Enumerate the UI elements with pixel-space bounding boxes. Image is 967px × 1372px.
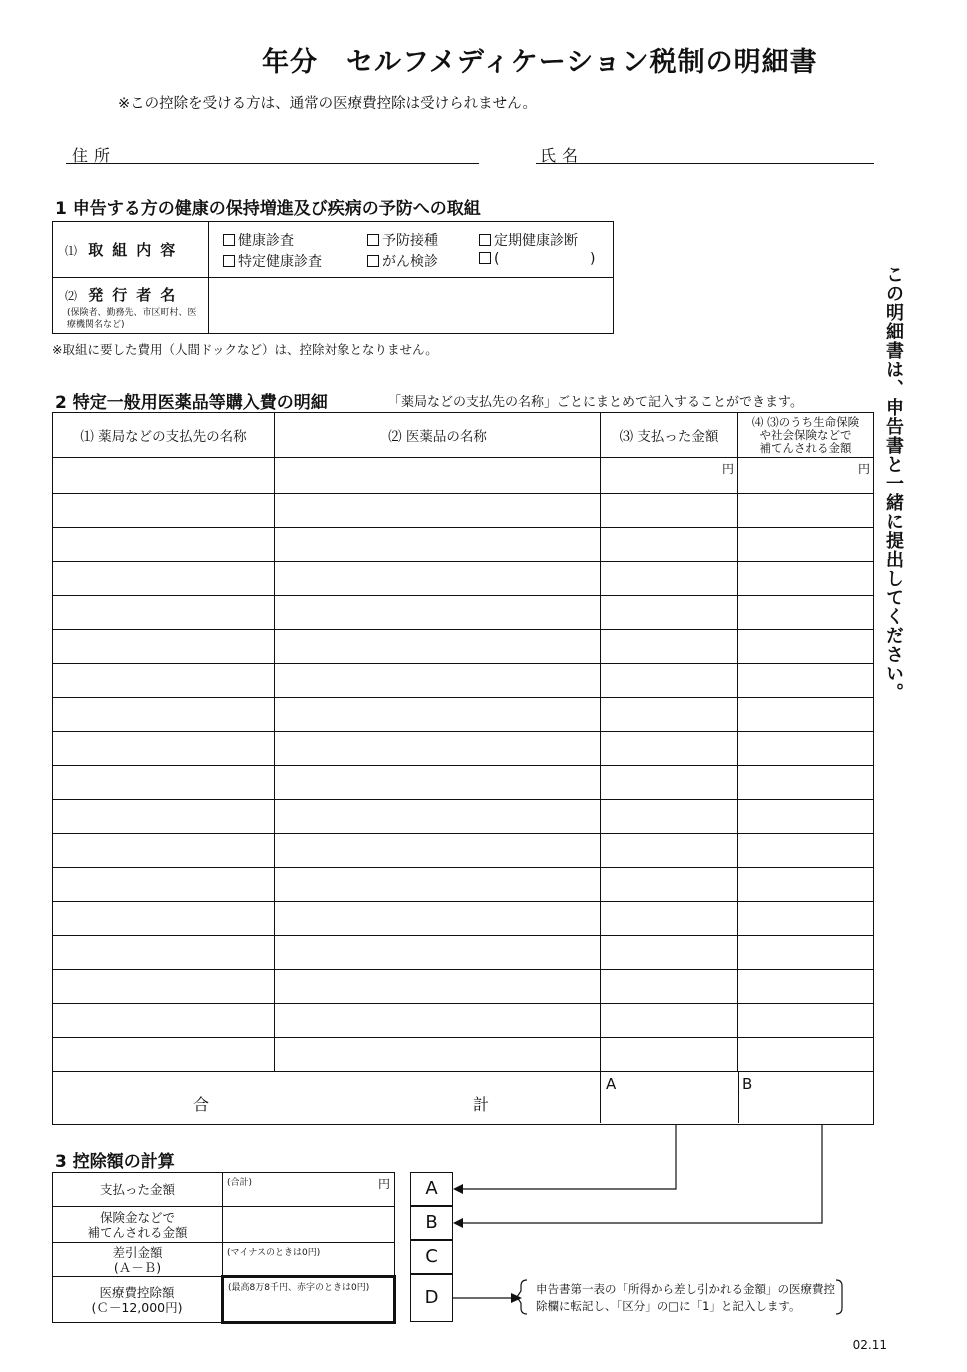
- form-title: 年分 セルフメディケーション税制の明細書: [262, 47, 818, 78]
- address-label: 住所: [72, 146, 117, 165]
- exclusion-note: ※この控除を受ける方は、通常の医療費控除は受けられません。: [118, 96, 538, 112]
- arrowhead-B-icon: [453, 1218, 463, 1228]
- total-B-letter: B: [742, 1075, 753, 1093]
- row1-number: ⑴: [65, 244, 78, 258]
- label-line1: 医療費控除額: [99, 1284, 175, 1300]
- label-line2: (Ｃ－12,000円): [91, 1299, 183, 1315]
- arrow-A-line: [462, 1125, 676, 1189]
- label-line1: 保険金などで: [99, 1209, 175, 1225]
- deduction-note: (最高8万8千円、赤字のときは0円): [228, 1283, 370, 1293]
- label-line1: 差引金額: [112, 1244, 163, 1260]
- option-label: 定期健康診断: [494, 233, 578, 249]
- col-payee-header: ⑴ 薬局などの支払先の名称: [53, 413, 275, 458]
- efforts-content-label: 取組内容: [88, 241, 185, 259]
- section3-heading: 3 控除額の計算: [55, 1152, 175, 1172]
- col-medicine-header: ⑵ 医薬品の名称: [275, 413, 601, 458]
- transfer-note-line2: 除欄に転記し、「区分」の□に「1」と記入します。: [536, 1299, 801, 1313]
- option-label: 特定健康診査: [238, 254, 322, 270]
- letter-box-B: B: [410, 1206, 453, 1240]
- yen-unit: 円: [377, 1177, 390, 1191]
- name-label: 氏名: [540, 146, 585, 165]
- section2-heading: 2 特定一般用医薬品等購入費の明細: [55, 393, 328, 413]
- total-label-right: 計: [473, 1095, 490, 1114]
- label-line2: (Ａ－Ｂ): [113, 1259, 162, 1275]
- option-label: 予防接種: [382, 233, 438, 249]
- col-paid-header: ⑶ 支払った金額: [601, 413, 738, 458]
- transfer-note-line1: 申告書第一表の「所得から差し引かれる金額」の医療費控: [536, 1282, 835, 1296]
- yen-unit: 円: [721, 462, 734, 476]
- total-A-letter: A: [606, 1075, 617, 1093]
- sum-note: (合計): [227, 1178, 253, 1188]
- col4-line1: ⑷ ⑶のうち生命保険: [751, 414, 860, 429]
- form-code: 02.11: [852, 1338, 887, 1352]
- option-label: がん検診: [382, 254, 438, 270]
- submission-side-note: この明細書は、申告書と一緒に提出してください。: [883, 265, 904, 702]
- option-label: 健康診査: [238, 233, 294, 249]
- transfer-note: [536, 1281, 835, 1315]
- difference-note: (マイナスのときは0円): [227, 1248, 321, 1258]
- col4-line2: や社会保険などで: [759, 427, 852, 442]
- row2-number: ⑵: [65, 289, 78, 303]
- letter-box-C: C: [410, 1240, 453, 1274]
- total-label-left: 合: [193, 1095, 210, 1114]
- section1-footnote: ※取組に要した費用（人間ドックなど）は、控除対象となりません。: [52, 342, 438, 357]
- letter-box-A: A: [410, 1172, 453, 1206]
- col4-line3: 補てんされる金額: [759, 440, 852, 455]
- issuer-label: 発行者名: [88, 286, 185, 304]
- issuer-sublabel: (保険者、勤務先、市区町村、医療機関名など): [67, 308, 197, 330]
- note-bracket-right: [836, 1280, 842, 1314]
- label-line1: 支払った金額: [99, 1182, 175, 1197]
- label-line2: 補てんされる金額: [87, 1224, 188, 1240]
- letter-box-D: D: [410, 1274, 453, 1322]
- section2-subnote: 「薬局などの支払先の名称」ごとにまとめて記入することができます。: [388, 395, 803, 410]
- option-label: (: [494, 251, 500, 267]
- option-other-close: ): [590, 251, 596, 267]
- arrow-B-line: [462, 1125, 822, 1223]
- arrowhead-A-icon: [453, 1184, 463, 1194]
- section1-heading: 1 申告する方の健康の保持増進及び疾病の予防への取組: [55, 199, 481, 219]
- yen-unit: 円: [857, 462, 870, 476]
